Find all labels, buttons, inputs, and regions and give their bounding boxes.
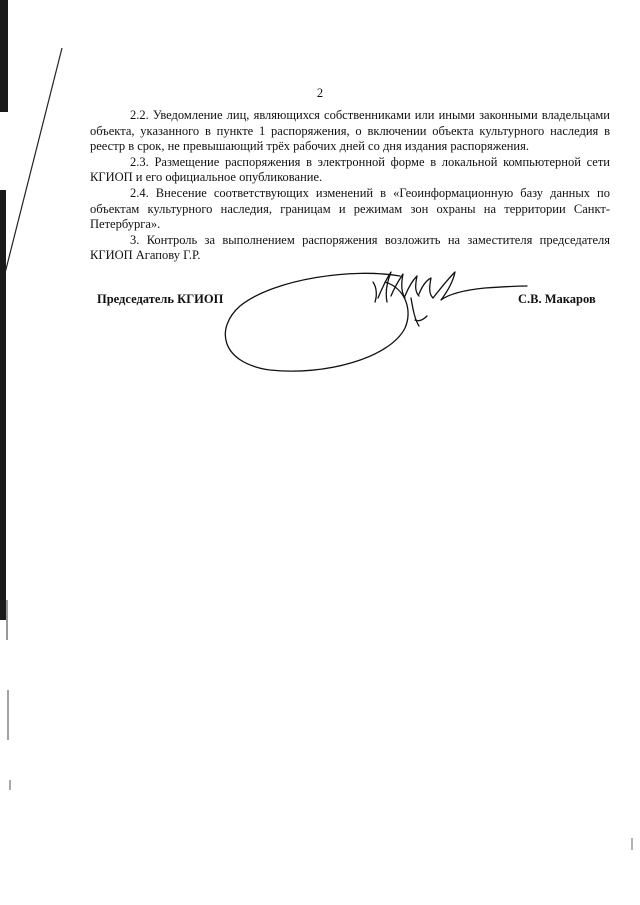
paragraph-2-4: 2.4. Внесение соответствующих изменений в «Геоинформационную базу данных по объектам культурного наследия, границам и режимам зон охраны на территории Санкт-Петербурга». <box>90 185 610 232</box>
paragraph-3: 3. Контроль за выполнением распоряжения возложить на заместителя председателя КГИОП Агапову Г.Р. <box>90 232 610 263</box>
signatory-name: С.В. Макаров <box>518 292 596 306</box>
paragraph-2-2: 2.2. Уведомление лиц, являющихся собственниками или иными законными владельцами объекта, указанного в пункте 1 распоряжения, о включении объекта культурного наследия в реестр в срок, не превышающий трёх рабочих дней со дня издания распоряжения. <box>90 108 610 154</box>
signatory-position: Председатель КГИОП <box>97 292 224 306</box>
document-body <box>90 108 610 264</box>
page-number: 2 <box>316 86 324 100</box>
paragraph-2-3: 2.3. Размещение распоряжения в электронной форме в локальной компьютерной сети КГИОП и его официальное опубликование. <box>90 154 610 185</box>
handwritten-signature <box>215 258 535 378</box>
